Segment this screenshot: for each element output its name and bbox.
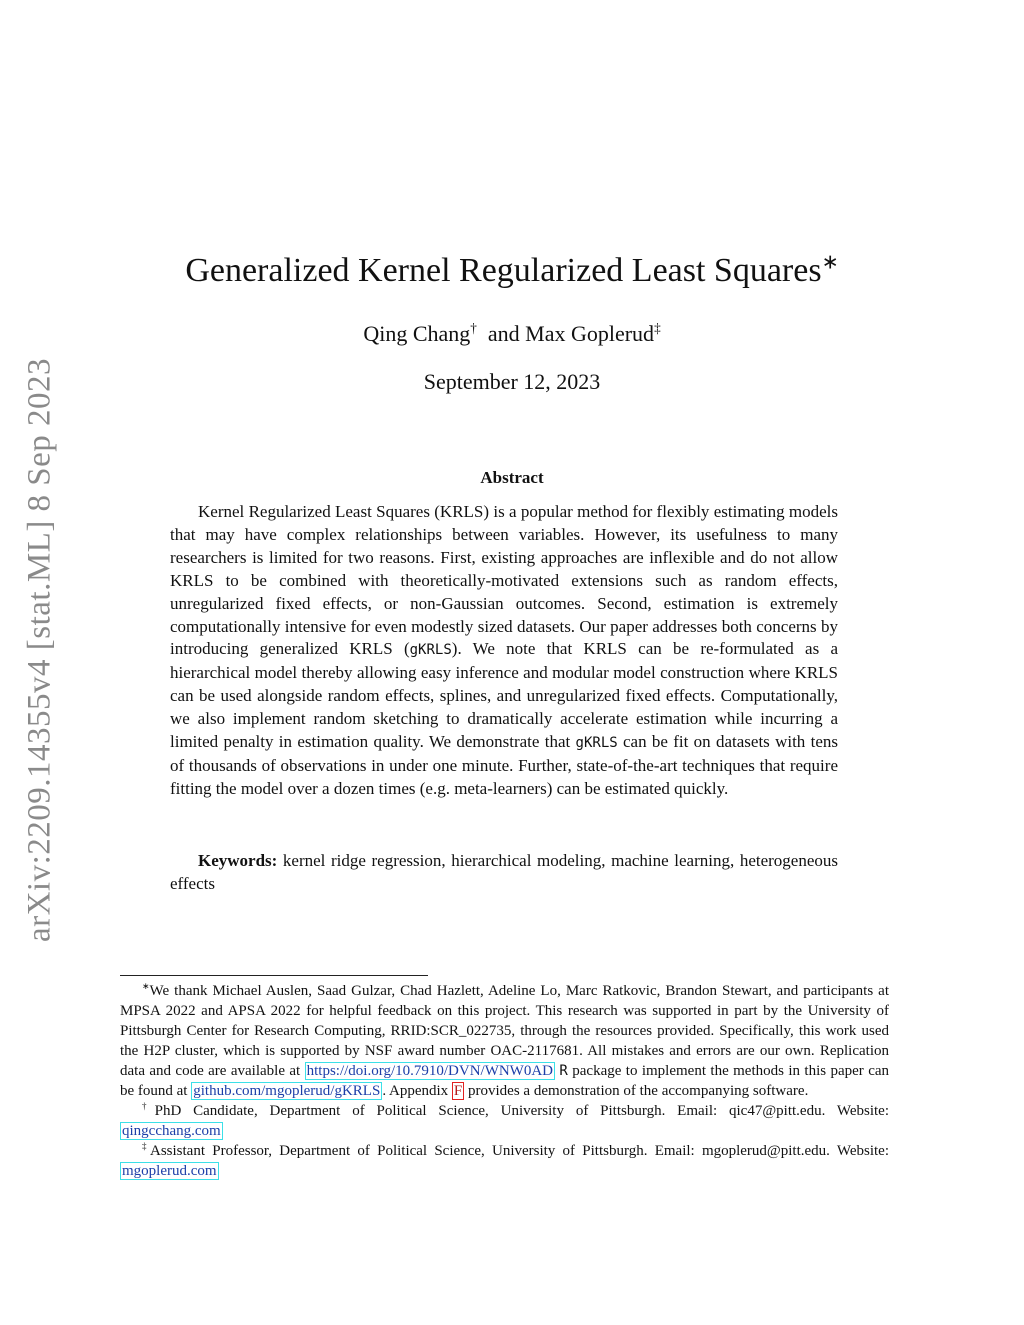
abstract-text: can be fit on datasets with tens of thousands of observations in under one minute. Further, state-of-the-art techniques that require fitting the model over a dozen times (e.g. meta-learners) can be estimated quickly. (170, 732, 838, 798)
author-line (0, 321, 1024, 347)
footnote-mark: † (142, 1101, 155, 1111)
title-footnote-mark: ∗ (821, 251, 839, 274)
website-link[interactable]: qingcchang.com (122, 1123, 221, 1139)
publication-date: September 12, 2023 (423, 369, 601, 394)
doi-link[interactable]: https://doi.org/10.7910/DVN/WNW0AD (306, 1063, 554, 1079)
code-term: gKRLS (575, 735, 618, 752)
code-term: gKRLS (409, 642, 452, 659)
footnote-author1 (120, 1101, 889, 1141)
keywords-label: Keywords: (198, 851, 278, 870)
footnote-text: We thank Michael Auslen, Saad Gulzar, Chad Hazlett, Adeline Lo, Marc Ratkovic, Brandon Stewart, and participants at MPSA 2022 and APSA 2022 for helpful feedback on this project. This research was supported in part by the University of Pittsburgh Center for Research Computing, RRID:SCR_022735, through the resources provided. Specifically, this work used the H2P cluster, which is supported by NSF award number OAC-2117681. All mistakes and errors are our own. Replication data and code are available at (120, 983, 889, 1079)
author-connector: and (487, 321, 520, 346)
footnote-author2 (120, 1141, 889, 1181)
footnote-rule (120, 975, 428, 976)
r-package-label: R (559, 1063, 568, 1079)
github-link[interactable]: github.com/mgoplerud/gKRLS (193, 1083, 381, 1099)
title-text: Generalized Kernel Regularized Least Squares (185, 252, 822, 289)
abstract-body (170, 501, 838, 801)
footnote-text: . Appendix (382, 1083, 452, 1099)
abstract-text: ). We note that KRLS can be re-formulated as a hierarchical model thereby allowing easy inference and modular model construction where KRLS can be used alongside random effects, splines, and unregularized fixed effects. Computationally, we also implement random sketching to dramatically accelerate estimation while incurring a limited penalty in estimation quality. We demonstrate that (170, 639, 839, 752)
website-link[interactable]: mgoplerud.com (122, 1163, 217, 1179)
paper-title (0, 252, 1024, 290)
author-footnote-mark: † (470, 320, 477, 336)
keywords (170, 850, 838, 896)
footnote-text: package to implement the methods in this paper can be found at (120, 1063, 890, 1099)
author-name: Max Goplerud (525, 321, 655, 346)
author-footnote-mark: ‡ (654, 320, 661, 336)
footnote-acknowledgements (120, 981, 889, 1101)
keywords-text: kernel ridge regression, hierarchical modeling, machine learning, heterogeneous effects (170, 851, 838, 893)
arxiv-identifier: arXiv:2209.14355v4 [stat.ML] 8 Sep 2023 (21, 357, 58, 943)
abstract-heading: Abstract (480, 468, 544, 487)
footnotes (120, 981, 889, 1181)
footnote-text: Assistant Professor, Department of Political Science, University of Pittsburgh. Email: mgoplerud@pitt.edu. Website: (150, 1143, 889, 1159)
footnote-mark: ‡ (142, 1141, 150, 1151)
abstract-text: Kernel Regularized Least Squares (KRLS) is a popular method for flexibly estimating models that may have complex relationships between variables. However, its usefulness to many researchers is limited for two reasons. First, existing approaches are inflexible and do not allow KRLS to be combined with theoretically-motivated extensions such as random effects, unregularized fixed effects, or non-Gaussian outcomes. Second, estimation is extremely computationally intensive for even modestly sized datasets. Our paper addresses both concerns by introducing generalized KRLS ( (170, 502, 838, 659)
footnote-text: PhD Candidate, Department of Political Science, University of Pittsburgh. Email: qic47@pitt.edu. Website: (154, 1103, 890, 1119)
appendix-ref-link[interactable]: F (453, 1083, 463, 1099)
footnote-text: provides a demonstration of the accompanying software. (464, 1083, 809, 1099)
author-name: Qing Chang (363, 321, 471, 346)
footnote-mark: ∗ (142, 981, 150, 991)
